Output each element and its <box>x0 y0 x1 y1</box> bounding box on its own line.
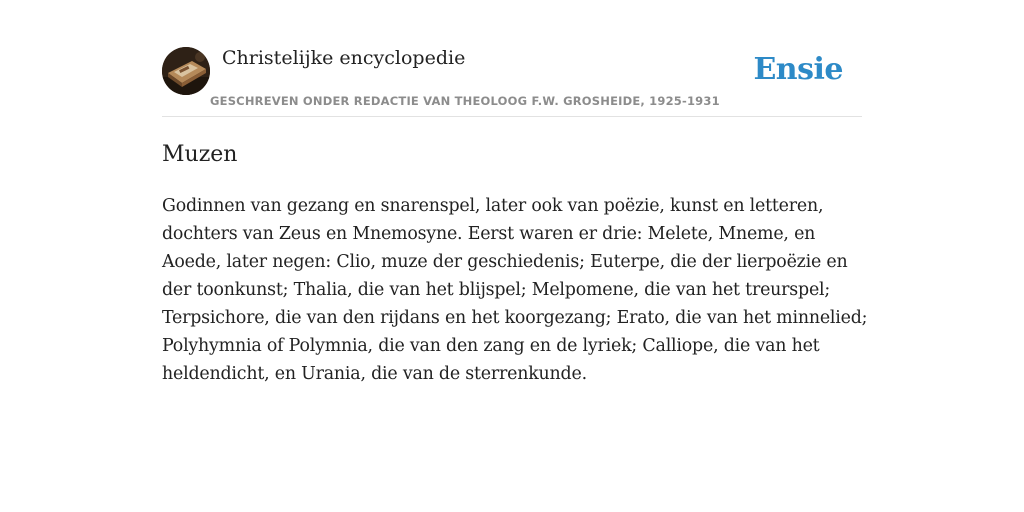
encyclopedia-cover-avatar[interactable] <box>162 47 210 95</box>
article-body: Godinnen van gezang en snarenspel, later ook van poëzie, kunst en letteren, dochters van Zeus en Mnemosyne. Eerst waren er drie: Melete, Mneme, en Aoede, later negen: Clio, muze der geschiedenis; Euterpe, die der lierpoëzie en der toonkunst; Thalia, die van het blijspel; Melpomene, die van het treurspel; Terpsichore, die van den rijdans en het koorgezang; Erato, die van het minnelied; Polyhymnia of Polymnia, die van den zang en de lyriek; Calliope, die van het heldendicht, en Urania, die van de sterrenkunde. <box>162 196 868 384</box>
article-title: Muzen <box>162 142 238 167</box>
site-subtitle: GESCHREVEN ONDER REDACTIE VAN THEOLOOG F.W. GROSHEIDE, 1925-1931 <box>210 94 720 108</box>
brand-logo[interactable]: Ensie <box>753 52 843 87</box>
header <box>162 0 862 117</box>
site-title[interactable]: Christelijke encyclopedie <box>222 47 466 69</box>
